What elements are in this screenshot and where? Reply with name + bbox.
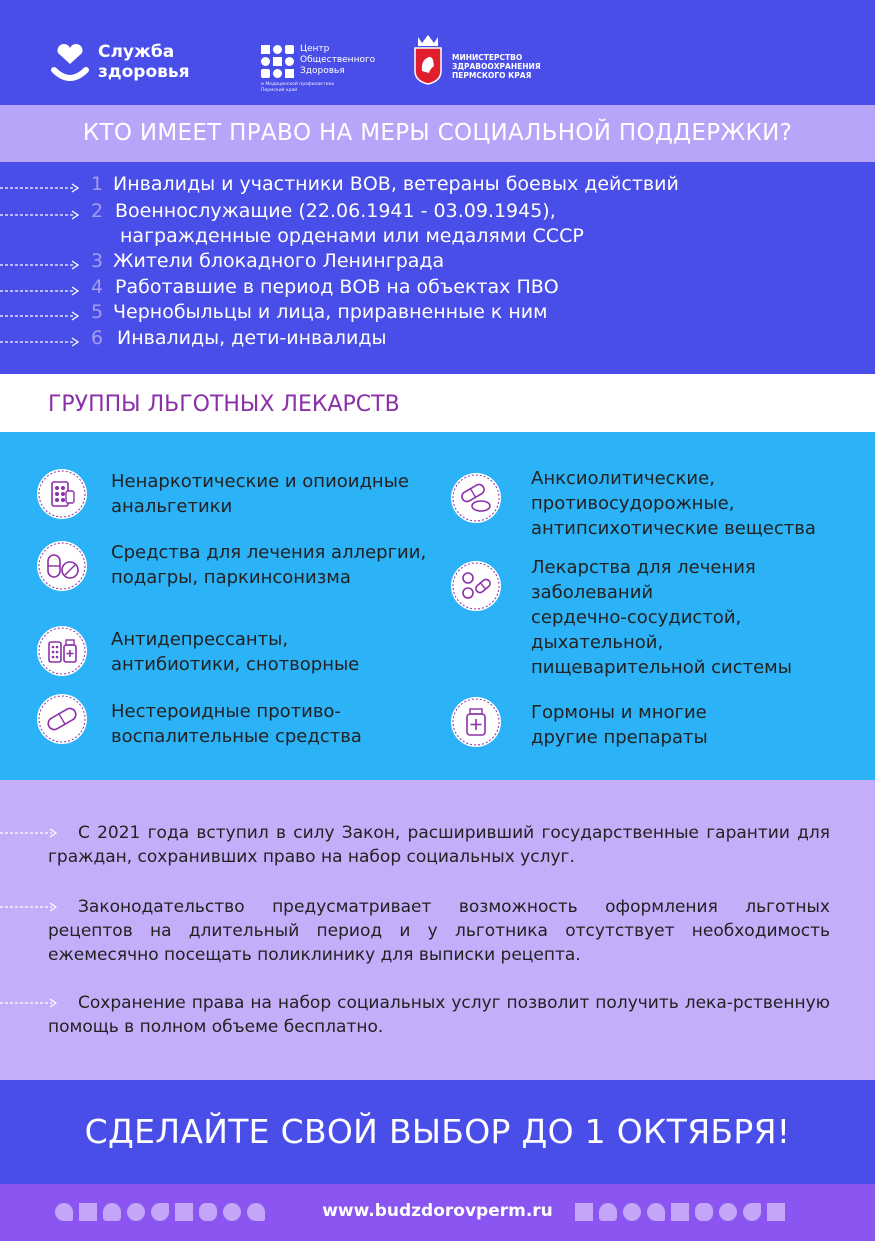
drug-group-line: Ненаркотические и опиоидные (111, 471, 409, 492)
drug-group-line: Нестероидные противо- (111, 701, 341, 722)
drug-group-line: воспалительные средства (111, 726, 362, 747)
info-paragraph-text: С 2021 года вступил в силу Закон, расширивший государственные гарантии для граждан, сохранивших право на набор социальных услуг. (48, 823, 830, 867)
shape-icon (599, 1203, 617, 1221)
logo2-line3: Здоровья (300, 66, 345, 76)
logo1-line1: Служба (98, 42, 175, 62)
tablets-icon (451, 561, 501, 611)
logo2-line1: Центр (300, 44, 330, 54)
item-number: 1 (91, 173, 104, 195)
drug-group-line: заболеваний (531, 582, 654, 603)
item-text: Инвалиды и участники ВОВ, ветераны боевых действий (113, 173, 679, 195)
drug-group-line: другие препараты (531, 727, 708, 748)
drug-group-line: Средства для лечения аллергии, (111, 542, 427, 563)
cta-text: СДЕЛАЙТЕ СВОЙ ВЫБОР ДО 1 ОКТЯБРЯ! (84, 1112, 791, 1151)
section2-title: ГРУППЫ ЛЬГОТНЫХ ЛЕКАРСТВ (48, 392, 400, 417)
square-icon (671, 1203, 689, 1221)
logo2-sub1: и Медицинской профилактики (261, 82, 335, 87)
item-number: 4 (91, 276, 104, 298)
shape-icon (743, 1203, 761, 1221)
drug-group-line: пищеварительной системы (531, 657, 792, 678)
logo2-subtitle (261, 82, 334, 94)
logo3-line1: МИНИСТЕРСТВО (452, 53, 523, 62)
circle-icon (623, 1203, 641, 1221)
info-section (0, 780, 875, 1080)
heart-smile-logo-icon (50, 42, 90, 84)
item-text: Военнослужащие (22.06.1941 - 03.09.1945), (115, 200, 556, 222)
drug-group-line: сердечно-сосудистой, (531, 607, 742, 628)
item-text: Жители блокадного Ленинграда (113, 250, 445, 272)
circle-icon (719, 1203, 737, 1221)
drug-group-text (111, 540, 426, 590)
eligibility-list (0, 162, 875, 374)
info-paragraph-text: Законодательство предусматривает возможность оформления льготных рецептов на длительный период и у льготника отсутствует необходимость ежемесячно посещать поликлинику для выписки рецепта. (48, 897, 830, 965)
drug-group-text (531, 466, 816, 541)
drug-group-text (531, 700, 708, 750)
logo-center-public-health (300, 44, 375, 77)
pill-blister-icon (37, 469, 87, 519)
jar-icon (451, 697, 501, 747)
item-number: 5 (91, 301, 104, 323)
logo1-line2: здоровья (98, 62, 190, 82)
drug-group-text (111, 469, 409, 519)
drug-group-line: антибиотики, снотворные (111, 654, 360, 675)
item-text: Работавшие в период ВОВ на объектах ПВО (115, 276, 559, 298)
drug-group-line: Анксиолитические, (531, 468, 715, 489)
drug-group-text (111, 699, 362, 749)
drug-group-text (111, 627, 359, 677)
item-number: 6 (91, 327, 104, 349)
drug-group-line: Лекарства для лечения (531, 557, 756, 578)
logo-ministry (452, 53, 541, 80)
section1-title: КТО ИМЕЕТ ПРАВО НА МЕРЫ СОЦИАЛЬНОЙ ПОДДЕРЖКИ? (82, 120, 793, 146)
logo-sluzhba-zdorovya (98, 42, 190, 82)
capsules-icon (37, 541, 87, 591)
info-paragraph (48, 991, 830, 1039)
dashed-arrow-icon (0, 311, 80, 321)
dashed-arrow-icon (0, 210, 80, 220)
item-number: 3 (91, 250, 104, 272)
drug-group-line: противосудорожные, (531, 493, 735, 514)
drug-group-line: антипсихотические вещества (531, 518, 816, 539)
drug-group-line: дыхательной, (531, 632, 664, 653)
drug-group-line: Гормоны и многие (531, 702, 707, 723)
dashed-arrow-icon (0, 183, 80, 193)
shape-icon (647, 1203, 665, 1221)
dashed-arrow-icon (0, 286, 80, 296)
pills-icon (451, 473, 501, 523)
dashed-arrow-icon (0, 337, 80, 347)
medicine-bottle-icon (37, 626, 87, 676)
drug-group-line: анальгетики (111, 496, 233, 517)
logo3-line2: ЗДРАВООХРАНЕНИЯ (452, 62, 541, 71)
logo2-line2: Общественного (300, 55, 376, 65)
decorative-shapes-right (575, 1203, 785, 1221)
info-paragraph-text: Сохранение права на набор социальных услуг позволит получить лека-рственную помощь в полном объеме бесплатно. (48, 993, 830, 1037)
capsule-icon (37, 694, 87, 744)
info-paragraph (48, 895, 830, 967)
dots-grid-logo-icon (261, 45, 295, 79)
drug-group-line: Антидепрессанты, (111, 629, 289, 650)
dashed-arrow-icon (0, 260, 80, 270)
square-icon (575, 1203, 593, 1221)
square-icon (767, 1203, 785, 1221)
logo2-sub2: Пермский край (261, 88, 298, 93)
item-number: 2 (91, 200, 104, 222)
drug-group-text (531, 555, 792, 680)
item-text-line2: награжденные орденами или медалями СССР (120, 225, 584, 247)
shape-icon (695, 1203, 713, 1221)
item-text: Чернобыльцы и лица, приравненные к ним (113, 301, 548, 323)
logo3-line3: ПЕРМСКОГО КРАЯ (452, 71, 532, 80)
website-link[interactable]: www.budzdorovperm.ru (322, 1201, 553, 1221)
drug-groups (0, 432, 875, 780)
perm-coat-of-arms-icon (412, 33, 444, 85)
drug-group-line: подагры, паркинсонизма (111, 567, 351, 588)
item-text: Инвалиды, дети-инвалиды (117, 327, 387, 349)
info-paragraph (48, 821, 830, 869)
